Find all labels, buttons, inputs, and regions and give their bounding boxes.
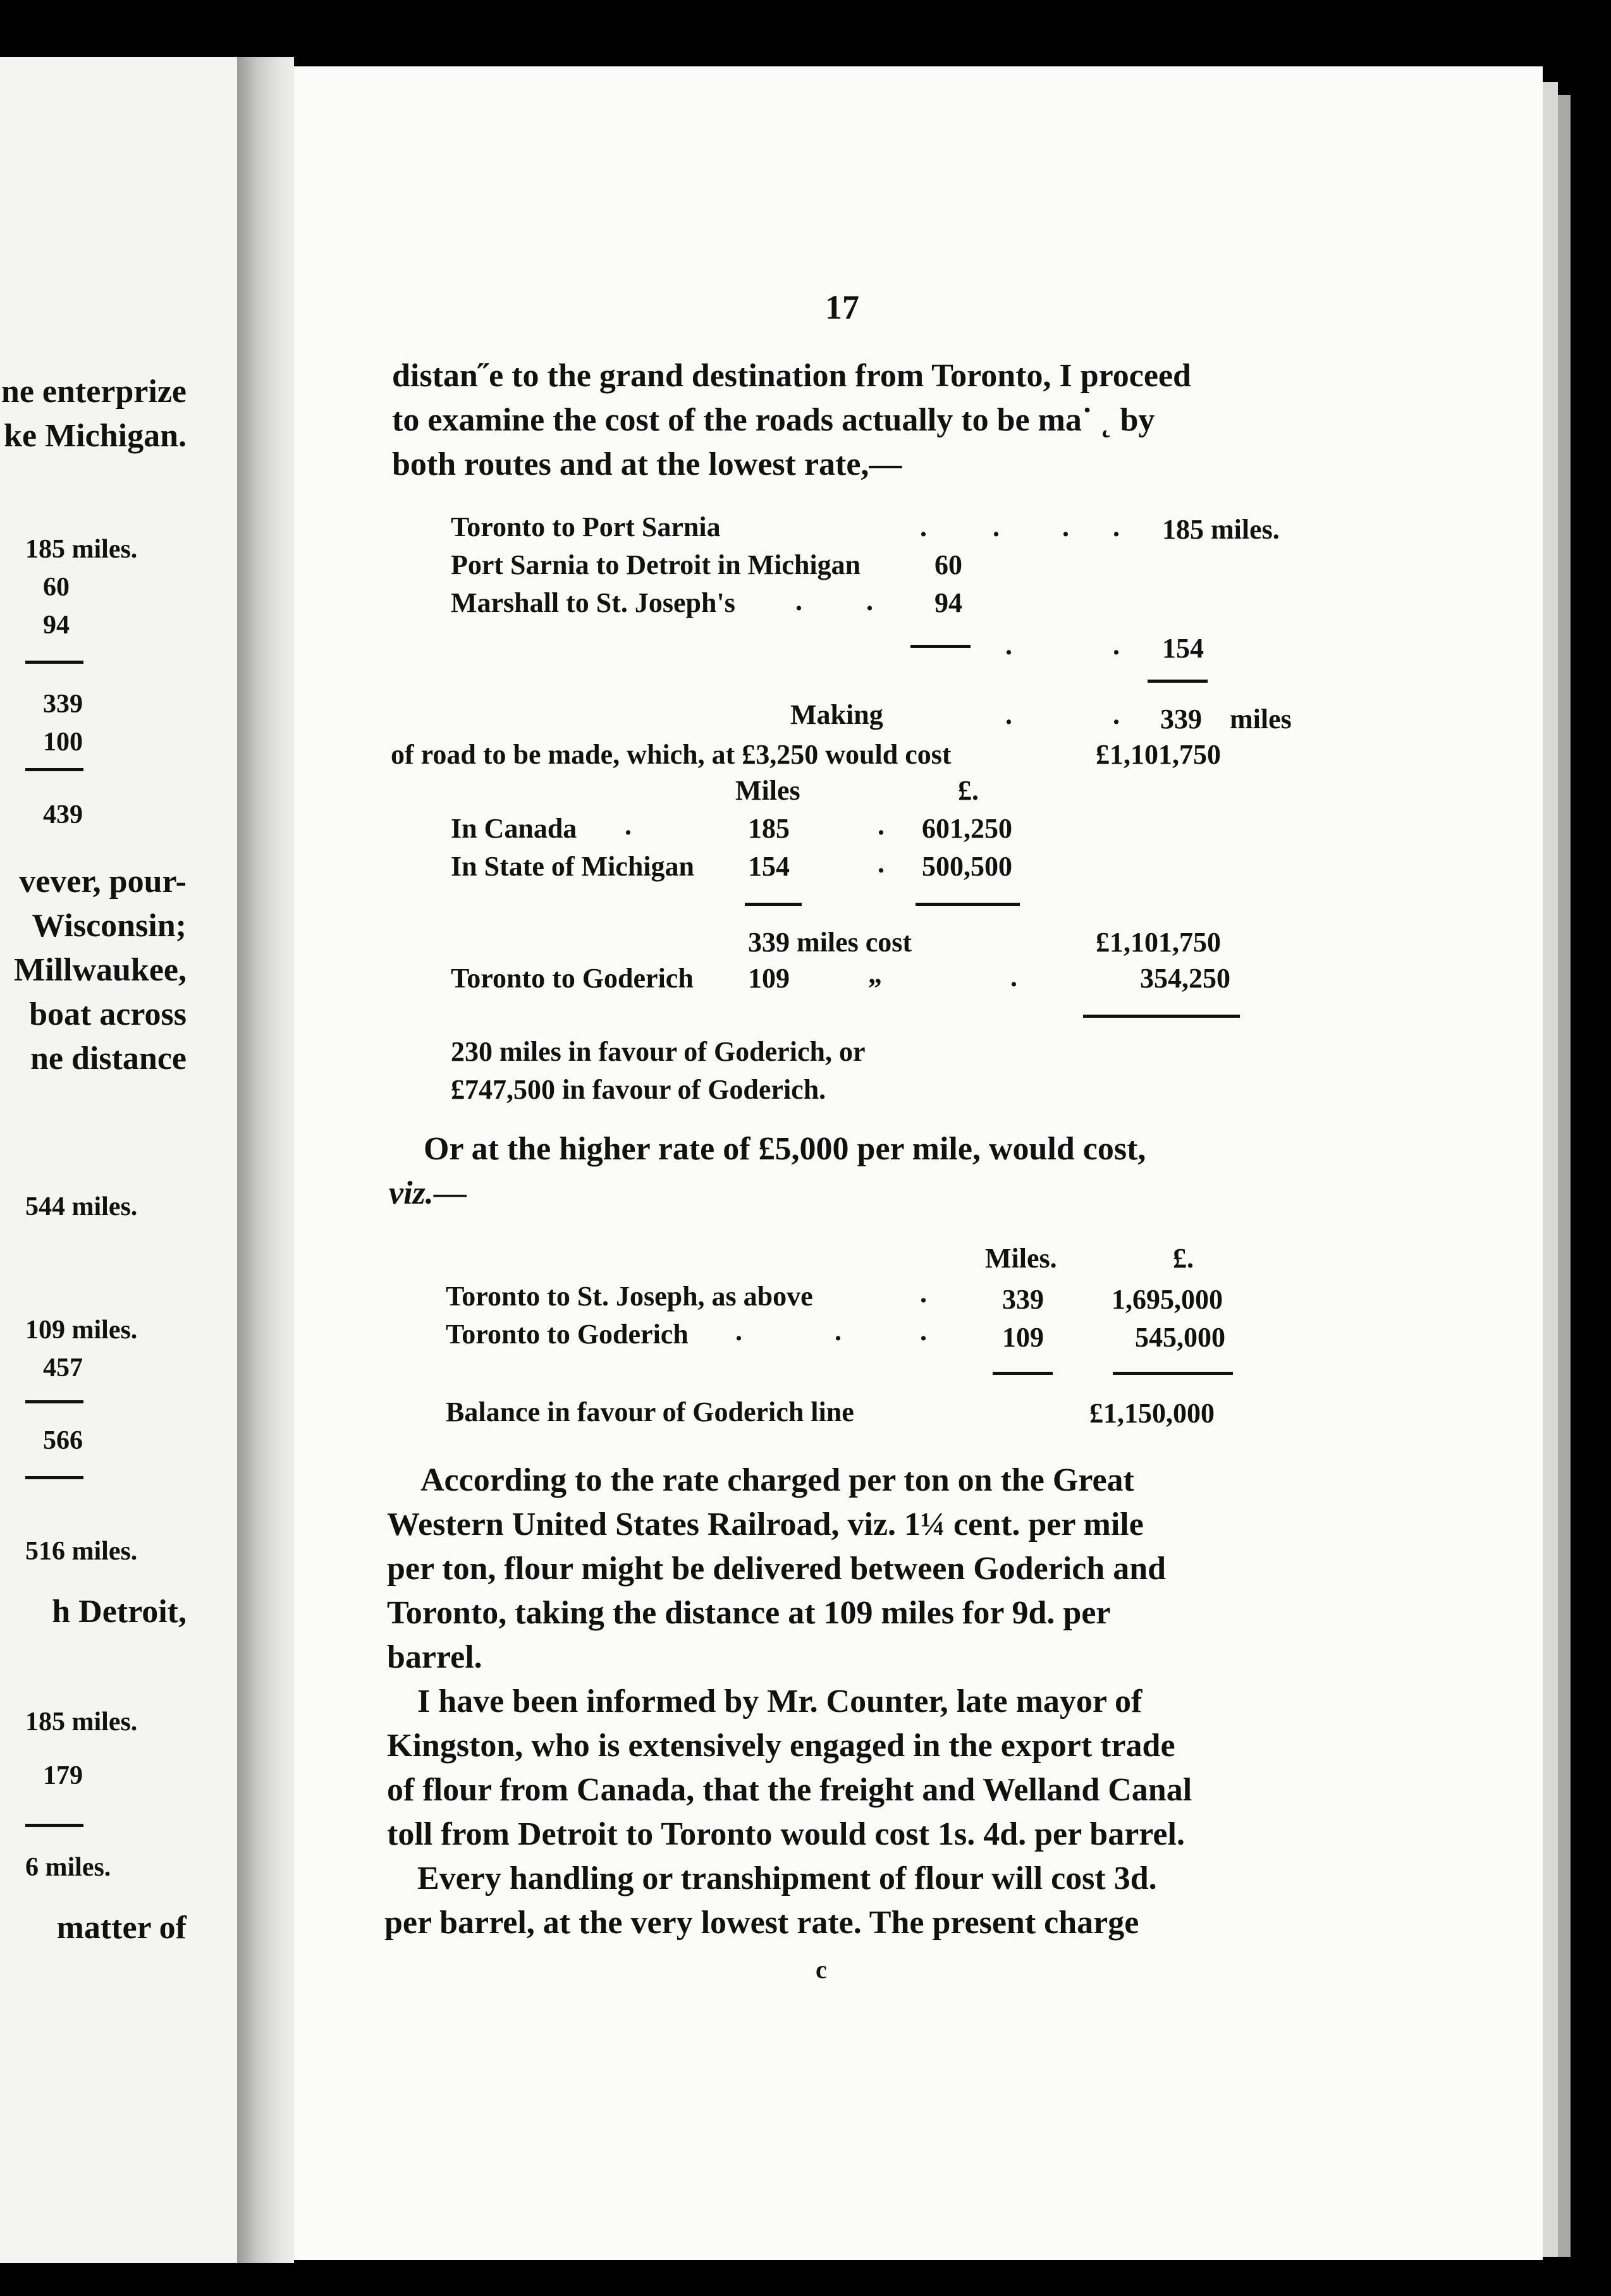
leader-dot: . xyxy=(1113,511,1120,542)
table-rule xyxy=(993,1372,1053,1375)
intro-line-2: to examine the cost of the roads actually to be ma˙ ˛ by xyxy=(392,402,1155,438)
region-miles-2: 154 xyxy=(748,851,790,882)
higher-row-cost-1: 1,695,000 xyxy=(1112,1284,1223,1315)
left-page-text-line: Millwaukee, xyxy=(14,952,187,988)
route-miles-3: 94 xyxy=(934,587,962,618)
higher-row-label-2: Toronto to Goderich xyxy=(446,1319,689,1350)
making-value: 339 xyxy=(1160,704,1202,735)
para3-line-2: per barrel, at the very lowest rate. The present charge xyxy=(384,1905,1139,1941)
signature-mark: c xyxy=(816,1955,827,1984)
making-label: Making xyxy=(790,699,883,730)
higher-row-miles-2: 109 xyxy=(1002,1322,1044,1353)
left-page-figure: 109 miles. xyxy=(25,1316,138,1345)
para2-line-3: of flour from Canada, that the freight and Welland Canal xyxy=(387,1772,1192,1808)
region-label-2: In State of Michigan xyxy=(451,851,694,882)
left-page-figure: 185 miles. xyxy=(25,1707,138,1737)
region-miles-1: 185 xyxy=(748,813,790,844)
para1-line-3: per ton, flour might be delivered between Goderich and xyxy=(387,1551,1167,1587)
page-number: 17 xyxy=(825,288,859,326)
higher-row-label-1: Toronto to St. Joseph, as above xyxy=(446,1281,813,1312)
left-page-text-line: Wisconsin; xyxy=(32,908,187,944)
ditto-mark: „ xyxy=(868,958,882,989)
table-rule xyxy=(745,903,802,906)
goderich-label: Toronto to Goderich xyxy=(451,963,694,994)
leader-dot: . xyxy=(1113,699,1120,730)
left-page-figure: 179 xyxy=(43,1761,83,1790)
route-label-1: Toronto to Port Sarnia xyxy=(451,511,721,542)
table-rule xyxy=(1148,680,1208,683)
goderich-miles: 109 xyxy=(748,963,790,994)
leader-dot: . xyxy=(835,1316,842,1346)
left-page-text-line: matter of xyxy=(56,1910,187,1946)
leader-dot: . xyxy=(866,585,873,616)
left-page-rule xyxy=(25,768,83,771)
left-page-figure: 185 miles. xyxy=(25,535,138,564)
leader-dot: . xyxy=(920,1278,927,1309)
left-page-text-line: boat across xyxy=(29,996,187,1032)
left-page-text-line: ne distance xyxy=(30,1041,187,1077)
left-page-figure: 439 xyxy=(43,800,83,829)
viz-dash: — xyxy=(433,1175,467,1211)
leader-dot: . xyxy=(993,511,1000,542)
para1-line-4: Toronto, taking the distance at 109 miles for 9d. per xyxy=(387,1595,1111,1631)
page-edge xyxy=(1543,82,1558,2257)
col-miles-header: Miles xyxy=(735,775,800,806)
para2-line-2: Kingston, who is extensively engaged in the export trade xyxy=(387,1728,1175,1764)
miles-cost-label: 339 miles cost xyxy=(748,927,912,958)
region-cost-1: 601,250 xyxy=(922,813,1012,844)
leader-dot: . xyxy=(1005,630,1012,661)
leader-dot: . xyxy=(920,511,927,542)
left-page-figure: 339 xyxy=(43,690,83,719)
left-page-figure: 566 xyxy=(43,1426,83,1455)
higher-rate-line-2 xyxy=(389,1175,467,1212)
book-gutter xyxy=(237,57,294,2263)
leader-dot: . xyxy=(1113,630,1120,661)
route-total-1: 185 miles. xyxy=(1162,514,1280,545)
leader-dot: . xyxy=(1005,699,1012,730)
left-page-figure: 100 xyxy=(43,728,83,757)
route-label-3: Marshall to St. Joseph's xyxy=(451,587,735,618)
region-cost-2: 500,500 xyxy=(922,851,1012,882)
left-page-figure: 544 miles. xyxy=(25,1192,138,1221)
road-cost-value: £1,101,750 xyxy=(1096,739,1221,770)
col-pounds-header: £. xyxy=(958,775,979,806)
road-cost-line: of road to be made, which, at £3,250 would cost xyxy=(391,739,952,770)
page-edge-shadow xyxy=(1558,95,1571,2257)
para1-line-1: According to the rate charged per ton on the Great xyxy=(420,1462,1134,1498)
miles-cost-value: £1,101,750 xyxy=(1096,927,1221,958)
favour-money: £747,500 in favour of Goderich. xyxy=(451,1074,826,1105)
region-label-1: In Canada xyxy=(451,813,577,844)
higher-rate-line-1: Or at the higher rate of £5,000 per mile, would cost, xyxy=(424,1131,1146,1167)
leader-dot: . xyxy=(795,585,802,616)
leader-dot: . xyxy=(878,810,885,841)
balance-label: Balance in favour of Goderich line xyxy=(446,1396,854,1427)
left-page-rule xyxy=(25,661,83,664)
route-subtotal: 154 xyxy=(1162,633,1204,664)
leader-dot: . xyxy=(878,848,885,879)
higher-col-pounds: £. xyxy=(1173,1243,1194,1274)
favour-miles: 230 miles in favour of Goderich, or xyxy=(451,1036,866,1067)
higher-row-miles-1: 339 xyxy=(1002,1284,1044,1315)
intro-line-3: both routes and at the lowest rate,— xyxy=(392,446,902,482)
para1-line-2: Western United States Railroad, viz. 1¼ cent. per mile xyxy=(387,1506,1144,1542)
table-rule xyxy=(1113,1372,1233,1375)
table-rule xyxy=(1083,1015,1240,1018)
higher-col-miles: Miles. xyxy=(985,1243,1057,1274)
leader-dot: . xyxy=(735,1316,742,1346)
left-page-text-line: h Detroit, xyxy=(52,1594,187,1630)
route-miles-2: 60 xyxy=(934,549,962,580)
left-page-figure: 94 xyxy=(43,611,70,640)
left-page-rule xyxy=(25,1824,83,1827)
leader-dot: . xyxy=(1062,511,1069,542)
viz-italic: viz. xyxy=(389,1175,434,1211)
leader-dot: . xyxy=(920,1316,927,1346)
left-page-figure: 60 xyxy=(43,573,70,602)
making-unit: miles xyxy=(1230,704,1292,735)
balance-value: £1,150,000 xyxy=(1089,1398,1215,1429)
left-page-rule xyxy=(25,1476,83,1479)
route-label-2: Port Sarnia to Detroit in Michigan xyxy=(451,549,861,580)
left-page-rule xyxy=(25,1400,83,1403)
para1-line-5: barrel. xyxy=(387,1639,482,1675)
left-page-text-line: vever, pour- xyxy=(19,864,187,900)
leader-dot: . xyxy=(625,810,632,841)
para3-line-1: Every handling or transhipment of flour will cost 3d. xyxy=(417,1860,1157,1896)
left-page-text-line: ke Michigan. xyxy=(4,418,187,454)
left-page-figure: 516 miles. xyxy=(25,1537,138,1566)
table-rule xyxy=(910,645,971,648)
left-page-figure: 6 miles. xyxy=(25,1853,111,1882)
higher-row-cost-2: 545,000 xyxy=(1135,1322,1225,1353)
goderich-cost: 354,250 xyxy=(1140,963,1230,994)
para2-line-1: I have been informed by Mr. Counter, late mayor of xyxy=(417,1683,1142,1719)
leader-dot: . xyxy=(1010,962,1017,992)
table-rule xyxy=(916,903,1020,906)
left-page-text-line: ne enterprize xyxy=(1,374,187,410)
left-page-figure: 457 xyxy=(43,1353,83,1383)
para2-line-4: toll from Detroit to Toronto would cost 1s. 4d. per barrel. xyxy=(387,1816,1185,1852)
intro-line-1: distan˝e to the grand destination from Toronto, I proceed xyxy=(392,358,1191,394)
